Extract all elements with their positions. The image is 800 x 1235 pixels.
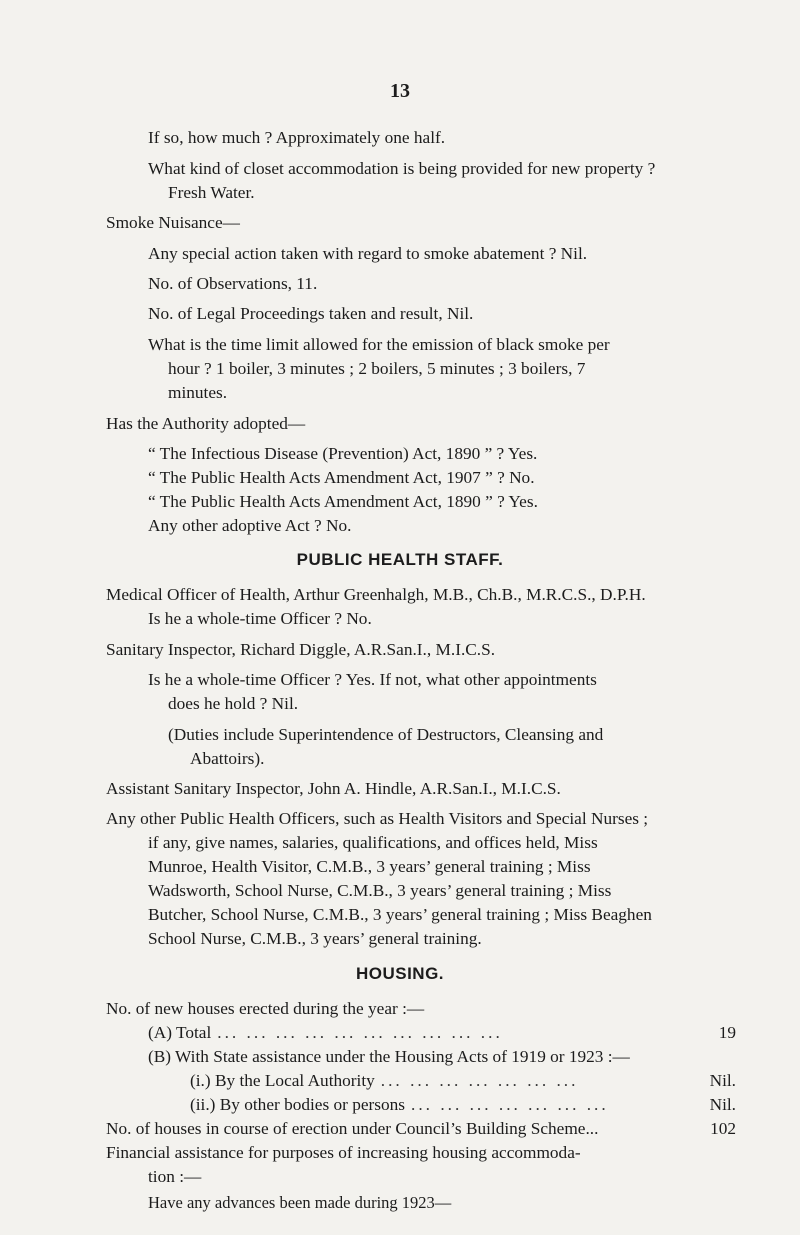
text-line: Any other adoptive Act ? No. [148,516,352,535]
text-line: Abattoirs). [190,749,265,768]
text-line: Have any advances been made during 1923— [148,1193,452,1212]
text-line: “ The Public Health Acts Amendment Act, 1907 ” ? No. [148,468,535,487]
other-bodies-row [190,1094,736,1116]
local-authority-row [190,1070,736,1092]
text-line: Is he a whole-time Officer ? No. [148,609,372,628]
section-label: Smoke Nuisance— [106,213,240,232]
total-label: (A) Total [148,1023,212,1042]
text-line: (B) With State assistance under the Housing Acts of 1919 or 1923 :— [148,1047,630,1066]
leader-dots: ... ... ... ... ... ... ... ... ... ... [217,1023,503,1042]
heading-housing: HOUSING. [355,964,445,983]
text-line: Fresh Water. [168,183,255,202]
local-authority-label: (i.) By the Local Authority [190,1071,375,1090]
text-line: School Nurse, C.M.B., 3 years’ general training. [148,929,482,948]
text-line: Assistant Sanitary Inspector, John A. Hindle, A.R.San.I., M.I.C.S. [106,779,561,798]
text-line: Munroe, Health Visitor, C.M.B., 3 years’ general training ; Miss [148,857,591,876]
text-line: Medical Officer of Health, Arthur Greenhalgh, M.B., Ch.B., M.R.C.S., D.P.H. [106,585,646,604]
text-line: minutes. [168,383,228,402]
text-line: “ The Public Health Acts Amendment Act, 1890 ” ? Yes. [148,492,538,511]
text-line: No. of Legal Proceedings taken and result, Nil. [148,304,474,323]
text-line: No. of Observations, 11. [148,274,318,293]
course-of-erection-label: No. of houses in course of erection under Council’s Building Scheme... [106,1119,599,1138]
text-line: Any special action taken with regard to smoke abatement ? Nil. [148,244,588,263]
text-line: Wadsworth, School Nurse, C.M.B., 3 years’ general training ; Miss [148,881,612,900]
text-line: Is he a whole-time Officer ? Yes. If not, what other appointments [148,670,597,689]
local-authority-value: Nil. [709,1071,736,1090]
text-line: Financial assistance for purposes of increasing housing accommoda- [106,1143,581,1162]
text-line: Butcher, School Nurse, C.M.B., 3 years’ general training ; Miss Beaghen [148,905,652,924]
text-line: does he hold ? Nil. [168,694,299,713]
other-bodies-value: Nil. [709,1095,736,1114]
total-row [148,1022,736,1044]
total-value: 19 [718,1023,736,1042]
text-line: Sanitary Inspector, Richard Diggle, A.R.San.I., M.I.C.S. [106,640,496,659]
text-line: If so, how much ? Approximately one half. [148,128,446,147]
leader-dots: ... ... ... ... ... ... ... [411,1095,609,1114]
text-line: hour ? 1 boiler, 3 minutes ; 2 boilers, 5 minutes ; 3 boilers, 7 [168,359,586,378]
heading-public-health-staff: PUBLIC HEALTH STAFF. [296,550,504,569]
section-label: Has the Authority adopted— [106,414,306,433]
other-bodies-label: (ii.) By other bodies or persons [190,1095,406,1114]
text-line: No. of new houses erected during the year :— [106,999,425,1018]
course-of-erection-row [106,1118,736,1140]
page-number: 13 [390,80,410,102]
text-line: What is the time limit allowed for the emission of black smoke per [148,335,610,354]
text-line: tion :— [148,1167,202,1186]
text-line: (Duties include Superintendence of Destructors, Cleansing and [168,725,604,744]
text-line: if any, give names, salaries, qualifications, and offices held, Miss [148,833,598,852]
leader-dots: ... ... ... ... ... ... ... [380,1071,579,1090]
text-line: Any other Public Health Officers, such as Health Visitors and Special Nurses ; [106,809,649,828]
text-line: What kind of closet accommodation is being provided for new property ? [148,159,656,178]
course-of-erection-value: 102 [710,1119,736,1138]
text-line: “ The Infectious Disease (Prevention) Act, 1890 ” ? Yes. [148,444,538,463]
